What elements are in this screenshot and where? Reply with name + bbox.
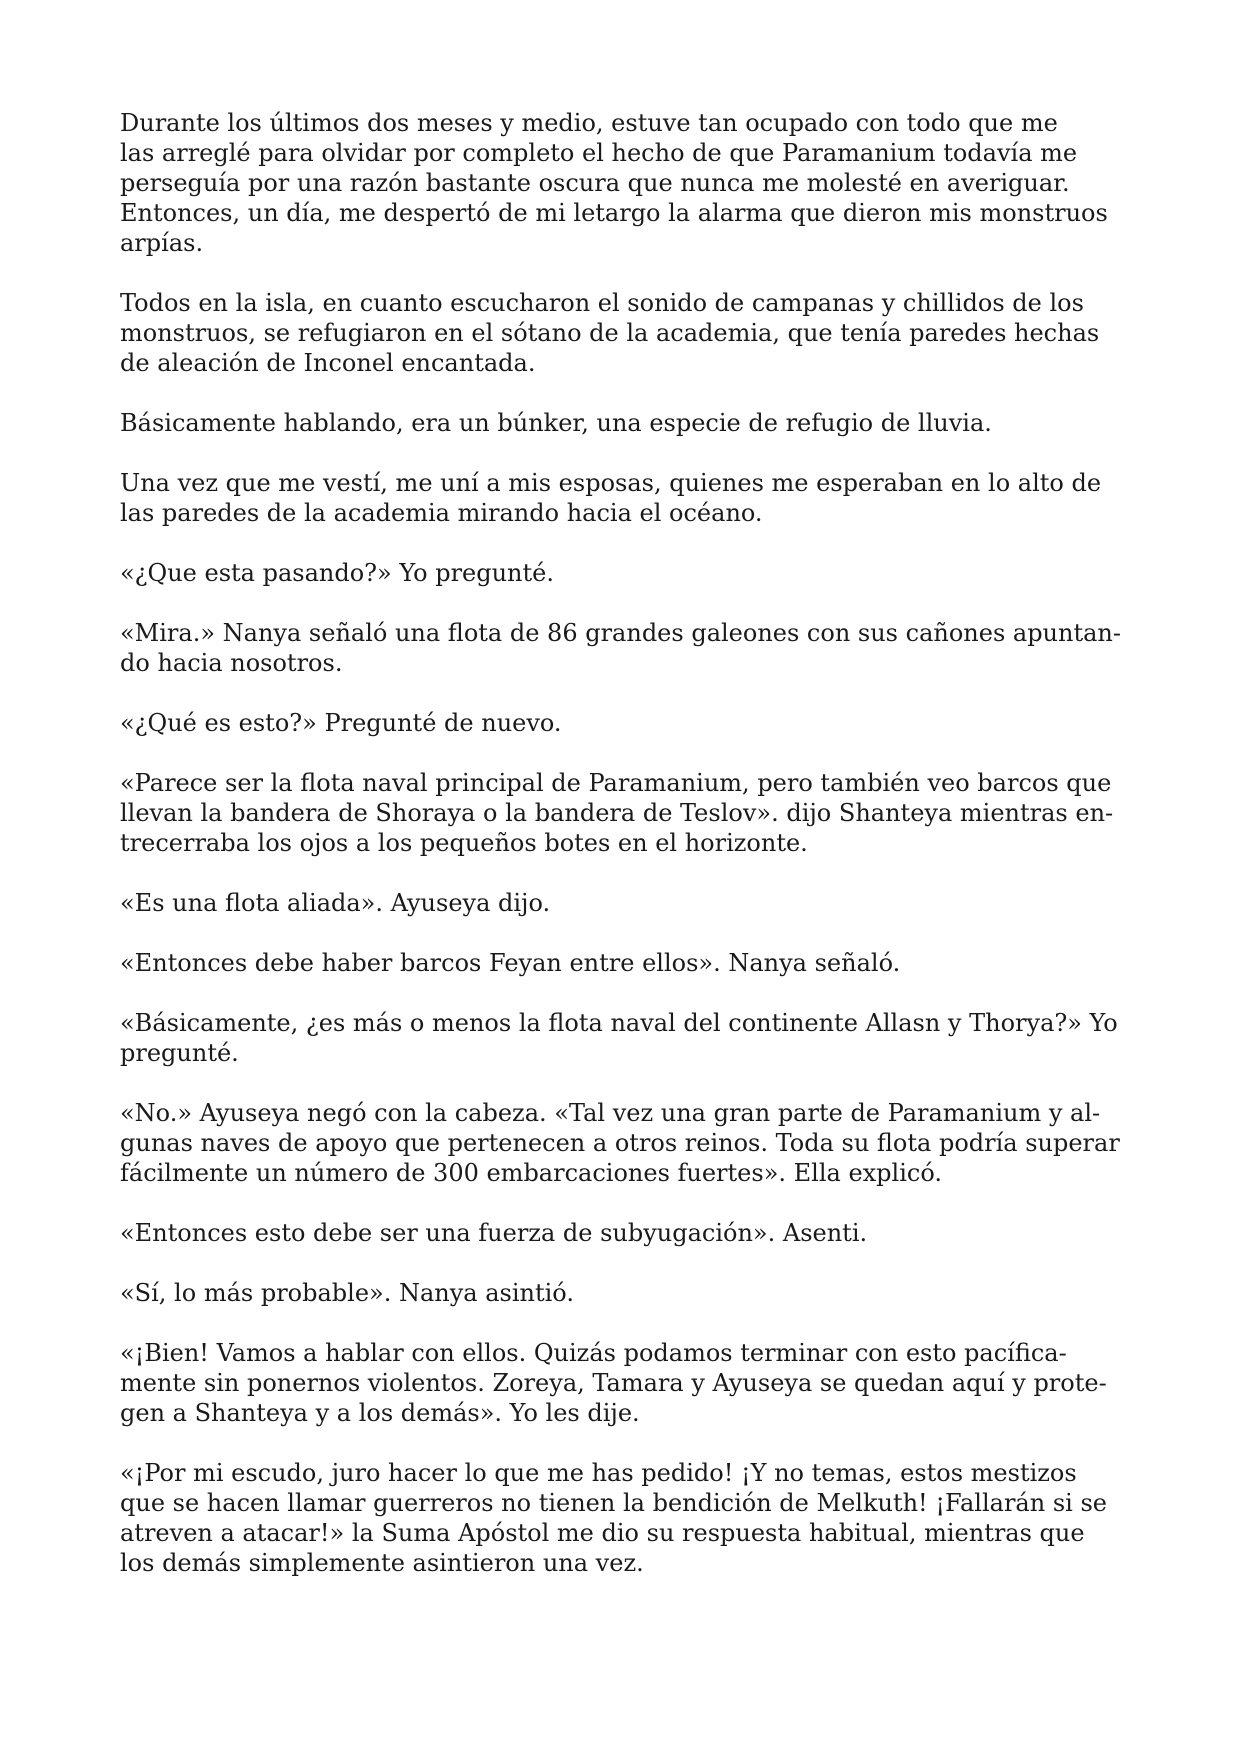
text-line: pregunté.	[120, 1039, 239, 1067]
paragraph	[120, 1218, 1125, 1248]
text-line: «No.» Ayuseya negó con la cabeza. «Tal vez una gran parte de Paramanium y al-	[120, 1099, 1101, 1127]
text-line: «Entonces esto debe ser una fuerza de subyugación». Asenti.	[120, 1219, 868, 1247]
text-line: Una vez que me vestí, me uní a mis esposas, quienes me esperaban en lo alto de	[120, 469, 1102, 497]
paragraph	[120, 768, 1125, 858]
text-line: que se hacen llamar guerreros no tienen la bendición de Melkuth! ¡Fallarán si se	[120, 1489, 1107, 1517]
text-line: «¡Bien! Vamos a hablar con ellos. Quizás podamos terminar con esto pacífica-	[120, 1339, 1067, 1367]
text-line: trecerraba los ojos a los pequeños botes en el horizonte.	[120, 829, 808, 857]
text-line: Básicamente hablando, era un búnker, una especie de refugio de lluvia.	[120, 409, 992, 437]
text-line: gen a Shanteya y a los demás». Yo les dije.	[120, 1399, 640, 1427]
text-line: «¿Qué es esto?» Pregunté de nuevo.	[120, 709, 562, 737]
text-line: llevan la bandera de Shoraya o la bandera de Teslov». dijo Shanteya mientras en-	[120, 799, 1114, 827]
text-line: «Es una flota aliada». Ayuseya dijo.	[120, 889, 551, 917]
text-line: atreven a atacar!» la Suma Apóstol me dio su respuesta habitual, mientras que	[120, 1519, 1085, 1547]
text-line: «Básicamente, ¿es más o menos la flota naval del continente Allasn y Thorya?» Yo	[120, 1009, 1118, 1037]
text-line: monstruos, se refugiaron en el sótano de la academia, que tenía paredes hechas	[120, 319, 1100, 347]
paragraph	[120, 1098, 1125, 1188]
paragraph	[120, 708, 1125, 738]
paragraph	[120, 1008, 1125, 1068]
paragraph	[120, 1458, 1125, 1578]
paragraph	[120, 108, 1125, 258]
paragraph	[120, 1338, 1125, 1428]
text-line: «Sí, lo más probable». Nanya asintió.	[120, 1279, 574, 1307]
text-line: arpías.	[120, 229, 204, 257]
text-line: «¿Que esta pasando?» Yo pregunté.	[120, 559, 554, 587]
text-line: los demás simplemente asintieron una vez.	[120, 1549, 644, 1577]
text-line: «Parece ser la flota naval principal de Paramanium, pero también veo barcos que	[120, 769, 1112, 797]
text-line: Entonces, un día, me despertó de mi letargo la alarma que dieron mis monstruos	[120, 199, 1108, 227]
paragraph	[120, 618, 1125, 678]
text-line: perseguía por una razón bastante oscura que nunca me molesté en averiguar.	[120, 169, 1070, 197]
paragraph	[120, 888, 1125, 918]
text-line: do hacia nosotros.	[120, 649, 343, 677]
text-line: gunas naves de apoyo que pertenecen a otros reinos. Toda su flota podría superar	[120, 1129, 1120, 1157]
document-body	[120, 108, 1125, 1608]
text-line: de aleación de Inconel encantada.	[120, 349, 536, 377]
text-line: «Mira.» Nanya señaló una flota de 86 grandes galeones con sus cañones apuntan-	[120, 619, 1121, 647]
text-line: Durante los últimos dos meses y medio, estuve tan ocupado con todo que me	[120, 109, 1058, 137]
paragraph	[120, 948, 1125, 978]
text-line: mente sin ponernos violentos. Zoreya, Tamara y Ayuseya se quedan aquí y prote-	[120, 1369, 1107, 1397]
paragraph	[120, 1278, 1125, 1308]
paragraph	[120, 558, 1125, 588]
paragraph	[120, 468, 1125, 528]
text-line: Todos en la isla, en cuanto escucharon el sonido de campanas y chillidos de los	[120, 289, 1084, 317]
text-line: «¡Por mi escudo, juro hacer lo que me has pedido! ¡Y no temas, estos mestizos	[120, 1459, 1077, 1487]
text-line: fácilmente un número de 300 embarcaciones fuertes». Ella explicó.	[120, 1159, 942, 1187]
text-line: las arreglé para olvidar por completo el hecho de que Paramanium todavía me	[120, 139, 1078, 167]
paragraph	[120, 408, 1125, 438]
paragraph	[120, 288, 1125, 378]
text-line: las paredes de la academia mirando hacia el océano.	[120, 499, 763, 527]
text-line: «Entonces debe haber barcos Feyan entre ellos». Nanya señaló.	[120, 949, 901, 977]
